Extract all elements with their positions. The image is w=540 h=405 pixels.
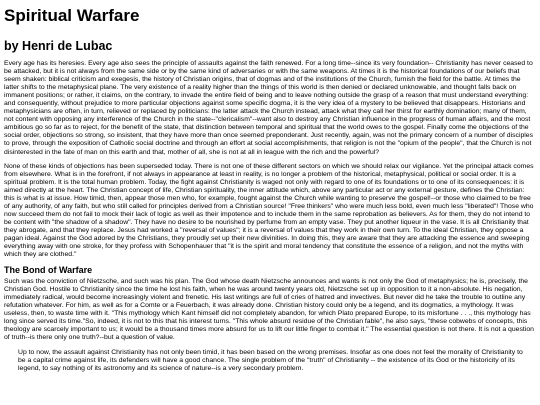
body-paragraph: Every age has its heresies. Every age also sees the principle of assaults against the faith renewed. For a long time--since its very foundation-- Christianity has never ceased to be attacked, but it is not always from the same side or by the same kind of adversaries or with the same weapons. At times it is the historical foundations of our beliefs that seem shaken: biblical criticism and exegesis, the history of Christian origins, that of dogmas and of the institutions of the Church, furnish the field for the battle. At times the latter shifts to the metaphysical plane. The very existence of a reality higher than the things of this world is then denied or declared unknowable, and thought falls back on immanent positions; or rather, it claims, on the contrary, to invade the entire field of being and to leave nothing outside the grasp of a reason that must understand everything: and consequently, without prejudice to more particular objections against some specific dogma, it is the very idea of a mystery to be believed that disappears. Historians and metaphysicians are often, in turn, relieved or replaced by politicians: the latter attack the Church instead, attack what they call her thirst for earthly domination; many of them, not content with opposing any interference of the Church in the state--"clericalism"--want also to destroy any Christian influence in the progress of human affairs, and the most ambitious go so far as to reject, for the benefit of the state, that distinction between temporal and spiritual that the world owes to the gospel. Finally come the objections of the social order, objections so strong, so insistent, that they have more than once seemed preponderant. Just recently, again, was not the primary concern of a number of disciples to prove, through the exposition of Catholic social doctrine and through an effort at social accomplishments, that religion is not the "opium of the people", that the Church is not disinterested in the fate of man on this earth and that, mother of all, she is not at all in league with the rich and the powerful?: [4, 60, 534, 156]
block-quote: Up to now, the assault against Christianity has not only been timid, it has been based on the wrong premises. Insofar as one does not feel the morality of Christianity to be a capital crime against life, its defenders will have a good chance. The single problem of the "truth" of Christianity -- the existence of its God or the historicity of its legend, to say nothing of its astronomy and its science of nature--is a very secondary problem.: [18, 348, 523, 372]
body-paragraph: Such was the conviction of Nietzsche, and such was his plan. The God whose death Nietzsche announces and wants is not only the God of metaphysics; he is, precisely, the Christian God. Hostile to Christianity since the time he lost his faith, when he was around twenty years old, Nietzsche set up in opposition to it a non-absolute. His negation, immediately radical, would become increasingly violent and frenetic. His last writings are full of cries of hatred and invectives. But never did he take the trouble to outline any refutation whatever. For him, as well as for a Comte or a Feuerbach, it was already done. Christian history could only be a legend, and its dogmatics, a mythology. It was useless, then, to waste time with it. "This mythology which Kant himself did not completely abandon, for which Plato prepared Europe, to its misfortune . . ., this mythology has long since served its time."So, indeed, it is not to this that his interest turns. "This whole absurd residue of the Christian fable", he also says, "these cobwebs of concepts, this theology are scarcely important to us; it would be a thousand times more absurd for us to lift our little finger to combat it." The essential question is not there. It is not a question of truth--is there only one truth?--but a question of value.: [4, 278, 534, 342]
section-heading: The Bond of Warfare: [4, 265, 93, 276]
article-author: by Henri de Lubac: [4, 39, 113, 53]
body-paragraph: None of these kinds of objections has been superseded today. There is not one of these different sectors on which we should relax our vigilance. Yet the principal attack comes from elsewhere. What is in the forefront, if not always in appearance at least in reality, is no longer a problem of the historical, metaphysical, political or social order. It is a spiritual problem. It is the total human problem. Today, the fight against Christianity is waged not only with regard to one of its foundations or to one of its consequences: it is aimed directly at the heart. The Christian concept of life, Christian spirituality, the inner attitude which, above any particular act or any external gesture, defines the Christian: this is what is at issue. How timid, then, appear those men who, for example, fought against the Church while wanting to preserve the gospel!--or those who claimed to be free of any authority, of any faith, but who still called for principles derived from a Christian source! "Free thinkers" who were much less bold, even much less "liberated"! Those who now succeed them do not fail to mock their lack of logic as well as their impotence and to include them in the same reprobation as believers. As for them, they do not intend to be content with "the shadow of a shadow". They have no desire to be nourished by perfume from an empty vase. They put another liqueur in the vase. It is all Christianity that they abrogate, and that they replace. Jesus had worked a "reversal of values"; it is a reversal of values that they work in their own turn. To the ideal Christian, they oppose a pagan ideal. Against the God adored by the Christians, they proudly set up their new divinities. In doing this, they are aware that they are attacking the essence and sweeping everything away with one stroke, for they profess with Schopenhauer that "it is the spirit and moral tendency that constitute the essence of a religion, and not the myths with which they are clothed.": [4, 162, 534, 259]
article-title: Spiritual Warfare: [4, 6, 140, 25]
